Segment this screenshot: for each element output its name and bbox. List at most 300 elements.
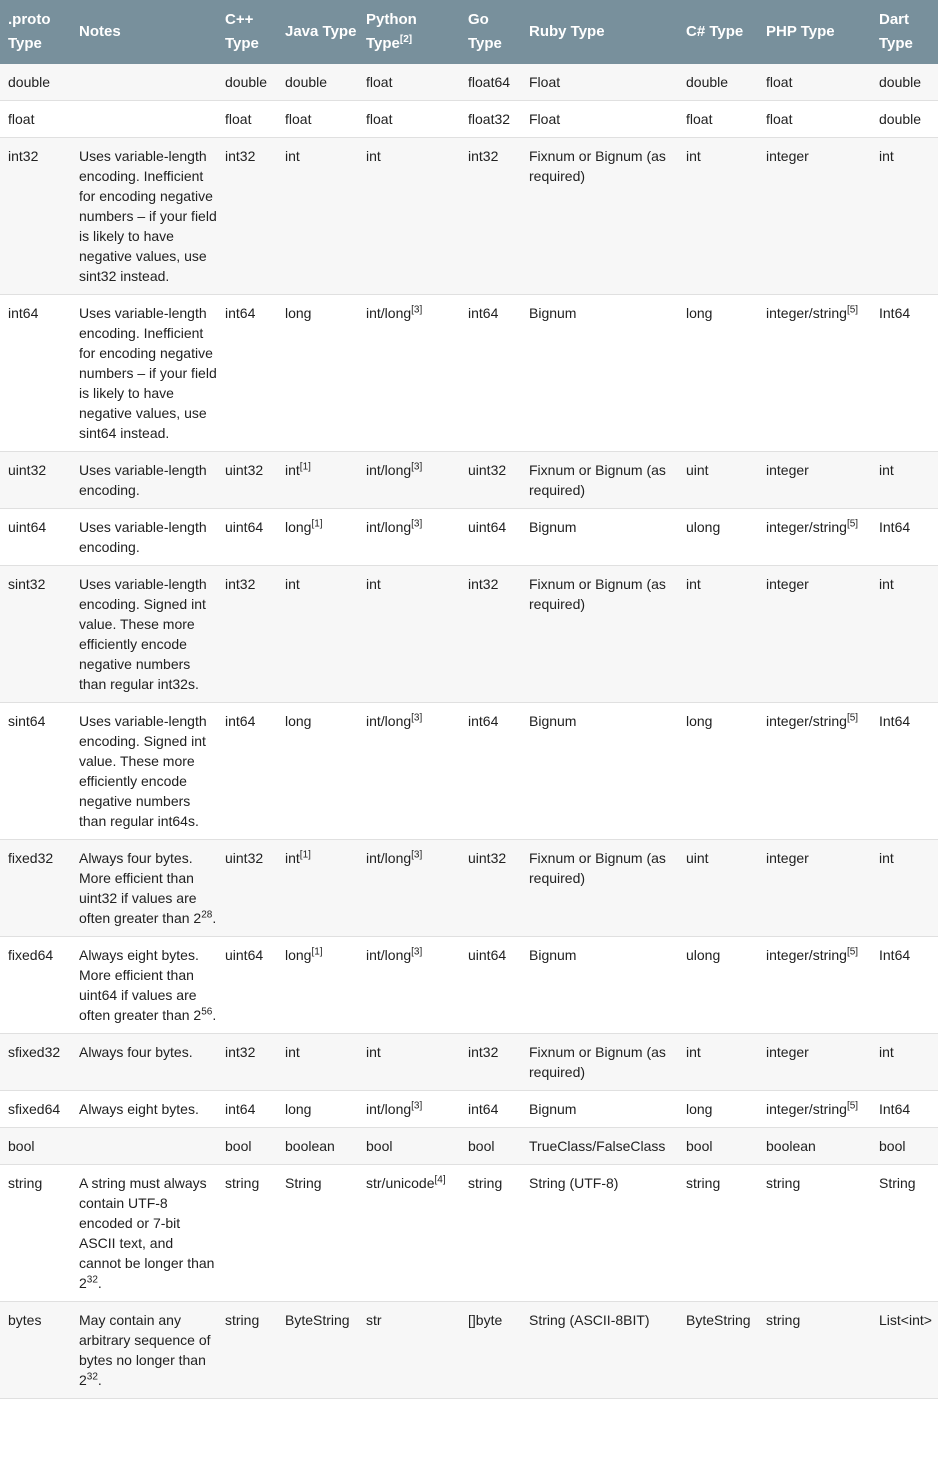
cell-text: Int64	[879, 519, 911, 535]
cell-ruby-type	[521, 703, 678, 840]
cell-text: Float	[529, 74, 561, 90]
superscript: [3]	[411, 1100, 423, 1112]
cell-cpp-type	[217, 101, 277, 138]
cell-ruby-type	[521, 840, 678, 937]
cell-text: A string must always contain UTF-8 encoded or 7-bit ASCII text, and cannot be longer than 2	[79, 1175, 215, 1291]
cell-proto-type	[0, 937, 71, 1034]
superscript: [3]	[411, 849, 423, 861]
cell-text: Fixnum or Bignum (as required)	[529, 1044, 666, 1080]
table-row	[0, 840, 938, 937]
cell-go-type	[460, 138, 521, 295]
cell-notes	[71, 138, 217, 295]
cell-java-type	[277, 452, 358, 509]
cell-java-type	[277, 295, 358, 452]
superscript: [3]	[411, 304, 423, 316]
table-row	[0, 566, 938, 703]
cell-text: int/long	[366, 519, 412, 535]
cell-text: uint32	[225, 850, 264, 866]
cell-text: String	[879, 1175, 916, 1191]
cell-text: int	[879, 148, 894, 164]
cell-java-type	[277, 566, 358, 703]
cell-csharp-type	[678, 138, 758, 295]
cell-text: String (UTF-8)	[529, 1175, 619, 1191]
cell-notes	[71, 64, 217, 101]
table-row	[0, 1128, 938, 1165]
cell-text: float	[366, 111, 393, 127]
cell-python-type	[358, 1034, 460, 1091]
cell-dart-type	[871, 452, 938, 509]
cell-text: integer	[766, 462, 809, 478]
table-row	[0, 1091, 938, 1128]
header-go-type	[460, 0, 521, 64]
superscript: [1]	[311, 518, 323, 530]
cell-text: double	[879, 111, 922, 127]
cell-python-type	[358, 937, 460, 1034]
cell-dart-type	[871, 1091, 938, 1128]
cell-text: fixed32	[8, 850, 54, 866]
header-label: Dart Type	[879, 11, 913, 52]
table-row	[0, 937, 938, 1034]
header-label: Java Type	[285, 23, 357, 40]
cell-text: Always eight bytes.	[79, 1101, 199, 1117]
cell-ruby-type	[521, 1128, 678, 1165]
cell-text: string	[766, 1175, 801, 1191]
cell-python-type	[358, 452, 460, 509]
cell-notes	[71, 452, 217, 509]
cell-go-type	[460, 64, 521, 101]
cell-text: []byte	[468, 1312, 503, 1328]
cell-csharp-type	[678, 937, 758, 1034]
cell-text: int/long	[366, 305, 412, 321]
cell-dart-type	[871, 1128, 938, 1165]
cell-text: int	[366, 148, 381, 164]
cell-text: string	[225, 1175, 260, 1191]
cell-text: bool	[468, 1138, 495, 1154]
cell-proto-type	[0, 1128, 71, 1165]
cell-java-type	[277, 937, 358, 1034]
cell-text: int/long	[366, 1101, 412, 1117]
table-row	[0, 509, 938, 566]
cell-php-type	[758, 101, 871, 138]
header-python-type	[358, 0, 460, 64]
cell-python-type	[358, 1128, 460, 1165]
cell-csharp-type	[678, 1091, 758, 1128]
header-label: Ruby Type	[529, 23, 605, 40]
cell-notes	[71, 1302, 217, 1399]
cell-java-type	[277, 101, 358, 138]
cell-java-type	[277, 138, 358, 295]
cell-text: int	[366, 1044, 381, 1060]
cell-csharp-type	[678, 64, 758, 101]
cell-python-type	[358, 101, 460, 138]
cell-notes	[71, 566, 217, 703]
cell-go-type	[460, 1034, 521, 1091]
cell-notes	[71, 295, 217, 452]
cell-text: string	[468, 1175, 503, 1191]
cell-text: long	[285, 305, 312, 321]
cell-text: float	[225, 111, 252, 127]
header-java-type	[277, 0, 358, 64]
cell-csharp-type	[678, 452, 758, 509]
header-label: C# Type	[686, 23, 744, 40]
cell-java-type	[277, 1302, 358, 1399]
superscript: [5]	[846, 1100, 859, 1112]
cell-csharp-type	[678, 1128, 758, 1165]
cell-java-type	[277, 1165, 358, 1302]
cell-text: boolean	[285, 1138, 335, 1154]
cell-text: integer	[766, 576, 809, 592]
cell-php-type	[758, 937, 871, 1034]
cell-ruby-type	[521, 138, 678, 295]
cell-dart-type	[871, 138, 938, 295]
cell-cpp-type	[217, 937, 277, 1034]
cell-text: ByteString	[686, 1312, 751, 1328]
table-row	[0, 703, 938, 840]
cell-text: string	[766, 1312, 801, 1328]
cell-csharp-type	[678, 295, 758, 452]
cell-dart-type	[871, 509, 938, 566]
cell-proto-type	[0, 703, 71, 840]
header-notes	[71, 0, 217, 64]
cell-text: float	[366, 74, 393, 90]
cell-text: uint64	[225, 947, 264, 963]
cell-proto-type	[0, 840, 71, 937]
cell-php-type	[758, 1091, 871, 1128]
cell-text: int32	[468, 1044, 499, 1060]
cell-csharp-type	[678, 840, 758, 937]
cell-text: uint32	[468, 462, 507, 478]
superscript: [5]	[846, 712, 859, 724]
table-row	[0, 1034, 938, 1091]
cell-csharp-type	[678, 1034, 758, 1091]
cell-notes	[71, 1091, 217, 1128]
header-label: PHP Type	[766, 23, 835, 40]
cell-text: String (ASCII-8BIT)	[529, 1312, 650, 1328]
cell-go-type	[460, 1128, 521, 1165]
cell-text: fixed64	[8, 947, 54, 963]
cell-text: int	[366, 576, 381, 592]
cell-text: int32	[468, 576, 499, 592]
cell-text: bool	[8, 1138, 35, 1154]
cell-text: uint64	[468, 519, 507, 535]
superscript: [5]	[846, 946, 859, 958]
cell-text: int	[879, 850, 894, 866]
cell-dart-type	[871, 937, 938, 1034]
cell-text: Int64	[879, 947, 911, 963]
cell-python-type	[358, 840, 460, 937]
cell-php-type	[758, 1128, 871, 1165]
cell-php-type	[758, 138, 871, 295]
cell-dart-type	[871, 1034, 938, 1091]
cell-text: Uses variable-length encoding.	[79, 519, 207, 555]
header-dart-type	[871, 0, 938, 64]
superscript: 32	[86, 1274, 98, 1286]
cell-proto-type	[0, 1302, 71, 1399]
cell-python-type	[358, 703, 460, 840]
cell-php-type	[758, 509, 871, 566]
cell-notes	[71, 1128, 217, 1165]
cell-text: bool	[225, 1138, 252, 1154]
cell-text-tail: .	[212, 1007, 217, 1023]
cell-text: string	[8, 1175, 43, 1191]
cell-ruby-type	[521, 937, 678, 1034]
cell-text: Uses variable-length encoding. Signed int value. These more efficiently encode negative numbers than regular int32s.	[79, 576, 207, 692]
cell-text: long	[285, 1101, 312, 1117]
cell-text: int	[879, 1044, 894, 1060]
cell-text: bool	[366, 1138, 393, 1154]
cell-text: Always four bytes.	[79, 1044, 193, 1060]
header-cpp-type	[217, 0, 277, 64]
cell-php-type	[758, 703, 871, 840]
cell-ruby-type	[521, 452, 678, 509]
cell-proto-type	[0, 566, 71, 703]
cell-text: Fixnum or Bignum (as required)	[529, 148, 666, 184]
cell-notes	[71, 1165, 217, 1302]
cell-text: int	[285, 576, 300, 592]
table-row	[0, 295, 938, 452]
cell-cpp-type	[217, 1128, 277, 1165]
cell-text: int64	[225, 1101, 256, 1117]
cell-text: integer/string	[766, 713, 847, 729]
cell-text: int	[879, 576, 894, 592]
cell-text: int	[285, 462, 300, 478]
cell-text: Int64	[879, 713, 911, 729]
superscript: [5]	[846, 518, 859, 530]
cell-text: int64	[468, 1101, 499, 1117]
cell-go-type	[460, 703, 521, 840]
cell-text: integer/string	[766, 947, 847, 963]
cell-proto-type	[0, 64, 71, 101]
cell-text: int/long	[366, 850, 412, 866]
header-label: Go Type	[468, 11, 502, 52]
cell-text: uint32	[468, 850, 507, 866]
cell-text: integer/string	[766, 519, 847, 535]
cell-php-type	[758, 840, 871, 937]
cell-text: int32	[468, 148, 499, 164]
superscript: 28	[201, 909, 213, 921]
cell-cpp-type	[217, 1091, 277, 1128]
cell-dart-type	[871, 703, 938, 840]
cell-go-type	[460, 566, 521, 703]
cell-text: float	[285, 111, 312, 127]
table-body	[0, 64, 938, 1399]
cell-text: int	[686, 1044, 701, 1060]
header-label: C++ Type	[225, 11, 259, 52]
cell-text: Bignum	[529, 947, 577, 963]
cell-text: int64	[225, 305, 256, 321]
cell-text-tail: .	[97, 1372, 102, 1388]
cell-text: Uses variable-length encoding. Signed int value. These more efficiently encode negative numbers than regular int64s.	[79, 713, 207, 829]
cell-text: bool	[879, 1138, 906, 1154]
cell-go-type	[460, 452, 521, 509]
cell-text: float	[8, 111, 35, 127]
cell-go-type	[460, 295, 521, 452]
cell-text: Float	[529, 111, 561, 127]
cell-text: uint32	[8, 462, 47, 478]
cell-proto-type	[0, 452, 71, 509]
cell-notes	[71, 840, 217, 937]
cell-java-type	[277, 64, 358, 101]
cell-text: int	[686, 148, 701, 164]
cell-php-type	[758, 1165, 871, 1302]
cell-text: Uses variable-length encoding. Inefficient for encoding negative numbers – if your field is likely to have negative values, use sint32 instead.	[79, 148, 217, 284]
cell-python-type	[358, 295, 460, 452]
cell-text: int64	[225, 713, 256, 729]
cell-text: integer	[766, 1044, 809, 1060]
cell-go-type	[460, 1165, 521, 1302]
cell-notes	[71, 937, 217, 1034]
cell-ruby-type	[521, 1302, 678, 1399]
cell-csharp-type	[678, 1302, 758, 1399]
cell-proto-type	[0, 1165, 71, 1302]
superscript: [1]	[299, 461, 311, 473]
cell-go-type	[460, 937, 521, 1034]
header-label: Python Type	[366, 11, 417, 52]
cell-go-type	[460, 1091, 521, 1128]
footnote-ref: [2]	[399, 34, 413, 45]
cell-text: sfixed64	[8, 1101, 61, 1117]
superscript: [1]	[311, 946, 323, 958]
cell-text: str	[366, 1312, 382, 1328]
cell-proto-type	[0, 1091, 71, 1128]
cell-text: long	[686, 1101, 713, 1117]
table-row	[0, 64, 938, 101]
cell-csharp-type	[678, 703, 758, 840]
cell-dart-type	[871, 1302, 938, 1399]
header-row	[0, 0, 938, 64]
cell-python-type	[358, 138, 460, 295]
cell-text: sfixed32	[8, 1044, 61, 1060]
cell-text: May contain any arbitrary sequence of bytes no longer than 2	[79, 1312, 211, 1388]
cell-text: Bignum	[529, 305, 577, 321]
cell-php-type	[758, 295, 871, 452]
cell-python-type	[358, 1165, 460, 1302]
cell-go-type	[460, 840, 521, 937]
table-row	[0, 138, 938, 295]
cell-php-type	[758, 566, 871, 703]
cell-text: int32	[225, 148, 256, 164]
cell-dart-type	[871, 840, 938, 937]
cell-text: long	[686, 305, 713, 321]
cell-python-type	[358, 1302, 460, 1399]
cell-notes	[71, 703, 217, 840]
cell-text: Always four bytes. More efficient than uint32 if values are often greater than 2	[79, 850, 202, 926]
cell-proto-type	[0, 295, 71, 452]
cell-python-type	[358, 566, 460, 703]
cell-text: Always eight bytes. More efficient than uint64 if values are often greater than 2	[79, 947, 202, 1023]
superscript: 32	[86, 1371, 98, 1383]
cell-php-type	[758, 1302, 871, 1399]
cell-text: Uses variable-length encoding.	[79, 462, 207, 498]
header-label: .proto Type	[8, 11, 51, 52]
superscript: [4]	[434, 1174, 446, 1186]
cell-text: int64	[468, 305, 499, 321]
cell-text: int/long	[366, 713, 412, 729]
cell-cpp-type	[217, 295, 277, 452]
cell-text: Int64	[879, 305, 911, 321]
cell-cpp-type	[217, 840, 277, 937]
cell-text: sint32	[8, 576, 46, 592]
cell-text: double	[8, 74, 51, 90]
cell-text-tail: .	[97, 1275, 102, 1291]
cell-text: boolean	[766, 1138, 816, 1154]
cell-text: String	[285, 1175, 322, 1191]
cell-text: float	[766, 111, 793, 127]
cell-text: ulong	[686, 519, 721, 535]
cell-text: int	[285, 850, 300, 866]
cell-csharp-type	[678, 566, 758, 703]
cell-csharp-type	[678, 1165, 758, 1302]
cell-dart-type	[871, 295, 938, 452]
header-label: Notes	[79, 23, 121, 40]
cell-text: Uses variable-length encoding. Inefficient for encoding negative numbers – if your field is likely to have negative values, use sint64 instead.	[79, 305, 217, 441]
table-row	[0, 101, 938, 138]
cell-cpp-type	[217, 1034, 277, 1091]
cell-text: double	[285, 74, 328, 90]
cell-text: List<int>	[879, 1312, 932, 1328]
header-csharp-type	[678, 0, 758, 64]
cell-cpp-type	[217, 138, 277, 295]
table-header	[0, 0, 938, 64]
cell-ruby-type	[521, 295, 678, 452]
cell-text: double	[879, 74, 922, 90]
cell-text: int	[285, 148, 300, 164]
cell-text: int64	[468, 713, 499, 729]
cell-java-type	[277, 1128, 358, 1165]
cell-text: integer/string	[766, 1101, 847, 1117]
cell-ruby-type	[521, 101, 678, 138]
cell-text: sint64	[8, 713, 46, 729]
cell-ruby-type	[521, 509, 678, 566]
cell-text: int32	[225, 576, 256, 592]
cell-text: int	[285, 1044, 300, 1060]
cell-text: integer	[766, 148, 809, 164]
header-proto-type	[0, 0, 71, 64]
table-row	[0, 452, 938, 509]
cell-text: uint64	[225, 519, 264, 535]
cell-proto-type	[0, 138, 71, 295]
cell-text: ByteString	[285, 1312, 350, 1328]
cell-text: str/unicode	[366, 1175, 435, 1191]
table-row	[0, 1302, 938, 1399]
superscript: [3]	[411, 712, 423, 724]
cell-text: int32	[225, 1044, 256, 1060]
cell-ruby-type	[521, 1091, 678, 1128]
cell-text: float	[686, 111, 713, 127]
cell-text: int64	[8, 305, 39, 321]
superscript: 56	[201, 1006, 213, 1018]
cell-text: uint32	[225, 462, 264, 478]
cell-text: ulong	[686, 947, 721, 963]
cell-cpp-type	[217, 1165, 277, 1302]
cell-text: Int64	[879, 1101, 911, 1117]
cell-text: Fixnum or Bignum (as required)	[529, 576, 666, 612]
cell-python-type	[358, 1091, 460, 1128]
cell-java-type	[277, 509, 358, 566]
cell-text: int/long	[366, 462, 412, 478]
cell-text: string	[225, 1312, 260, 1328]
superscript: [3]	[411, 946, 423, 958]
cell-dart-type	[871, 1165, 938, 1302]
cell-ruby-type	[521, 1034, 678, 1091]
header-php-type	[758, 0, 871, 64]
cell-text: long	[285, 519, 312, 535]
cell-dart-type	[871, 64, 938, 101]
header-ruby-type	[521, 0, 678, 64]
superscript: [5]	[846, 304, 859, 316]
cell-csharp-type	[678, 101, 758, 138]
cell-proto-type	[0, 101, 71, 138]
